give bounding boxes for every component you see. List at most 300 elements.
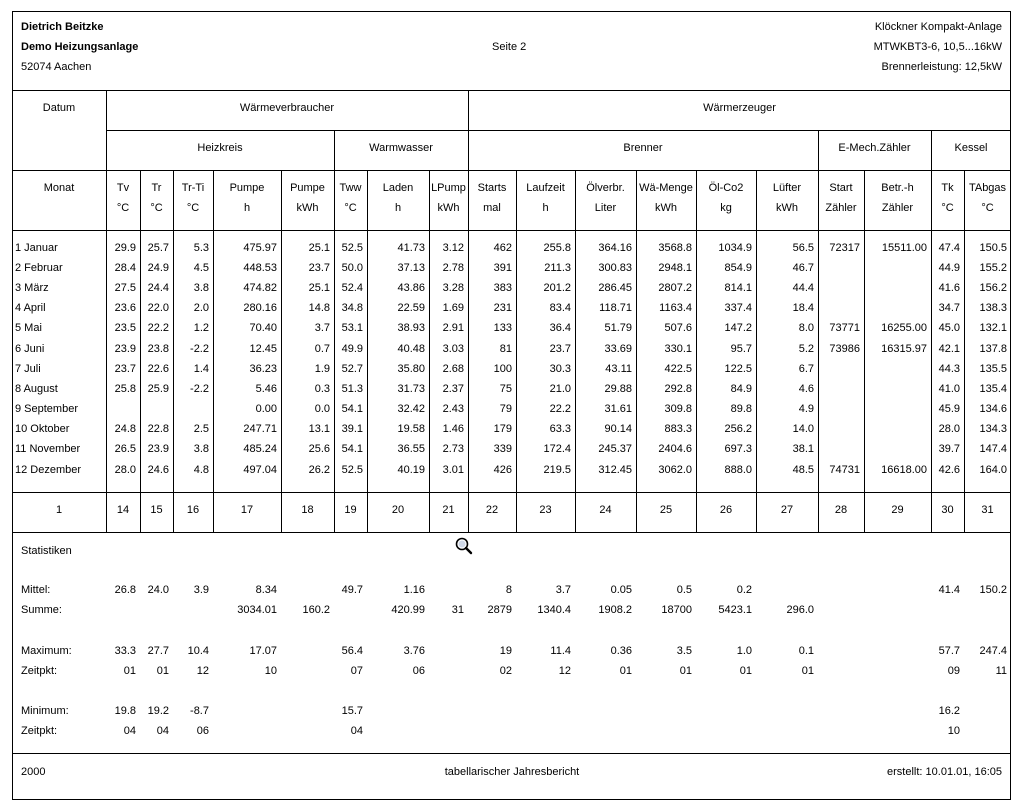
table-rule: [12, 492, 1011, 493]
table-cell: 83.4: [549, 302, 571, 314]
column-number: 30: [941, 504, 954, 516]
statistics-cell: 420.99: [391, 604, 425, 616]
statistics-cell: 41.4: [938, 584, 960, 596]
month-label: 5 Mai: [15, 322, 42, 334]
table-cell: 133: [493, 322, 512, 334]
statistics-cell: 5423.1: [718, 604, 752, 616]
column-header-unit: °C: [186, 202, 200, 214]
table-cell: 36.23: [249, 363, 277, 375]
table-cell: 22.2: [549, 403, 571, 415]
column-header-unit: °C: [981, 202, 994, 214]
column-header-label: Tk: [941, 182, 954, 194]
table-cell: 30.3: [549, 363, 571, 375]
statistics-cell: 17.07: [249, 645, 277, 657]
table-cell: 286.45: [598, 282, 632, 294]
table-cell: 23.8: [147, 343, 169, 355]
column-header-label: Wä-Menge: [639, 182, 693, 194]
column-number: 29: [891, 504, 904, 516]
column-header-label: Lüfter: [772, 182, 802, 194]
table-cell: 0.0: [314, 403, 330, 415]
table-cell: 147.4: [979, 443, 1007, 455]
table-cell: 507.6: [664, 322, 692, 334]
table-cell: 23.9: [147, 443, 169, 455]
column-number: 20: [391, 504, 405, 516]
column-number: 21: [442, 504, 455, 516]
table-cell: 74731: [829, 464, 860, 476]
table-cell: 24.6: [147, 464, 169, 476]
statistics-title: Statistiken: [21, 545, 72, 557]
table-cell: 40.48: [397, 343, 425, 355]
table-cell: 309.8: [664, 403, 692, 415]
table-cell: 54.1: [341, 443, 363, 455]
table-rule: [12, 753, 1011, 754]
statistics-cell: 12: [196, 665, 209, 677]
table-cell: 29.9: [114, 242, 136, 254]
statistics-cell: 01: [739, 665, 752, 677]
statistics-cell: -8.7: [190, 705, 209, 717]
table-cell: 256.2: [724, 423, 752, 435]
table-cell: 497.04: [243, 464, 277, 476]
table-cell: 24.9: [147, 262, 169, 274]
statistics-cell: 8: [505, 584, 512, 596]
column-number: 18: [301, 504, 314, 516]
table-cell: 156.2: [979, 282, 1007, 294]
table-cell: 44.3: [938, 363, 960, 375]
statistics-cell: 19: [499, 645, 512, 657]
statistics-cell: 01: [156, 665, 169, 677]
statistics-cell: 57.7: [938, 645, 960, 657]
statistics-cell: 8.34: [255, 584, 277, 596]
table-cell: 33.69: [604, 343, 632, 355]
column-number: 28: [834, 504, 848, 516]
table-cell: 4.9: [798, 403, 814, 415]
table-cell: 36.4: [549, 322, 571, 334]
table-cell: 255.8: [543, 242, 571, 254]
table-cell: 5.46: [255, 383, 277, 395]
table-cell: 155.2: [979, 262, 1007, 274]
table-cell: 39.7: [938, 443, 960, 455]
column-number: 17: [240, 504, 254, 516]
table-cell: 292.8: [664, 383, 692, 395]
table-cell: 73986: [829, 343, 860, 355]
table-rule: [12, 90, 1011, 91]
table-cell: 3.8: [193, 443, 209, 455]
table-cell: 201.2: [543, 282, 571, 294]
table-cell: 1.69: [442, 302, 464, 314]
table-cell: 23.5: [114, 322, 136, 334]
table-cell: 25.7: [147, 242, 169, 254]
table-cell: 883.3: [664, 423, 692, 435]
header-name: Dietrich Beitzke: [21, 21, 104, 33]
table-cell: 39.1: [341, 423, 363, 435]
table-cell: 25.1: [308, 282, 330, 294]
statistics-cell: 07: [350, 665, 363, 677]
statistics-cell: 247.4: [979, 645, 1007, 657]
table-cell: 211.3: [544, 262, 571, 274]
statistics-cell: 02: [499, 665, 512, 677]
statistics-label: Zeitpkt:: [21, 725, 58, 737]
table-cell: 474.82: [243, 282, 277, 294]
table-cell: 70.40: [249, 322, 277, 334]
table-cell: 21.0: [549, 383, 571, 395]
table-cell: 137.8: [979, 343, 1007, 355]
table-cell: 391: [493, 262, 512, 274]
table-cell: 43.11: [605, 363, 632, 375]
table-cell: 3.01: [442, 464, 464, 476]
brenner-header: Brenner: [623, 142, 663, 154]
footer-created: erstellt: 10.01.01, 16:05: [887, 766, 1002, 778]
statistics-cell: 3.7: [555, 584, 571, 596]
table-cell: 150.5: [979, 242, 1007, 254]
table-cell: 29.88: [604, 383, 632, 395]
statistics-cell: 10: [264, 665, 277, 677]
table-cell: 43.86: [397, 282, 425, 294]
statistics-label: Mittel:: [21, 584, 51, 596]
table-cell: 31.61: [604, 403, 632, 415]
statistics-cell: 01: [619, 665, 632, 677]
column-header-unit: °C: [150, 202, 163, 214]
month-label: 7 Juli: [15, 363, 41, 375]
table-cell: 485.24: [243, 443, 277, 455]
table-cell: 2.0: [193, 302, 209, 314]
statistics-cell: 27.7: [147, 645, 169, 657]
table-cell: 51.3: [341, 383, 363, 395]
column-header-label: Pumpe: [229, 182, 265, 194]
statistics-cell: 01: [679, 665, 692, 677]
table-cell: 1163.4: [659, 302, 692, 314]
table-cell: 22.59: [397, 302, 425, 314]
column-number: 16: [186, 504, 200, 516]
table-cell: 38.93: [397, 322, 425, 334]
table-cell: 25.1: [308, 242, 330, 254]
monat-header: Monat: [43, 182, 75, 194]
table-cell: 147.2: [724, 322, 752, 334]
column-number: 26: [719, 504, 733, 516]
table-cell: 52.4: [341, 282, 363, 294]
column-header-unit: mal: [483, 202, 501, 214]
column-header-unit: °C: [941, 202, 954, 214]
table-cell: 49.9: [341, 343, 363, 355]
statistics-cell: 1340.4: [537, 604, 571, 616]
table-cell: 231: [493, 302, 512, 314]
statistics-cell: 150.2: [979, 584, 1007, 596]
table-cell: 48.5: [792, 464, 814, 476]
statistics-cell: 24.0: [147, 584, 169, 596]
table-cell: 2404.6: [658, 443, 692, 455]
column-number: 15: [150, 504, 163, 516]
statistics-label: Summe:: [21, 604, 62, 616]
statistics-cell: 31: [451, 604, 464, 616]
column-header-unit: °C: [116, 202, 130, 214]
table-cell: 475.97: [243, 242, 277, 254]
column-number: 14: [116, 504, 130, 516]
table-cell: 462: [493, 242, 512, 254]
table-cell: 31.73: [397, 383, 425, 395]
column-header-unit: kWh: [437, 202, 460, 214]
table-cell: 300.83: [598, 262, 632, 274]
table-cell: 1.46: [442, 423, 464, 435]
emech-header: E-Mech.Zähler: [838, 142, 911, 154]
statistics-cell: 11: [995, 665, 1007, 677]
table-cell: 34.8: [341, 302, 363, 314]
monat-column-number: 1: [55, 504, 63, 516]
statistics-cell: 15.7: [341, 705, 363, 717]
footer-year: 2000: [21, 766, 46, 778]
table-cell: 245.37: [598, 443, 632, 455]
column-header-label: Ölverbr.: [586, 182, 625, 194]
month-label: 2 Februar: [15, 262, 63, 274]
table-cell: 72317: [829, 242, 860, 254]
table-cell: 28.4: [114, 262, 136, 274]
statistics-cell: 33.3: [114, 645, 136, 657]
table-cell: 22.2: [147, 322, 169, 334]
table-rule: [12, 230, 1011, 231]
table-cell: 383: [493, 282, 512, 294]
column-number: 27: [780, 504, 794, 516]
statistics-cell: 10.4: [187, 645, 209, 657]
table-cell: 41.73: [397, 242, 425, 254]
column-header-label: Tr: [151, 182, 162, 194]
table-cell: 89.8: [730, 403, 752, 415]
table-cell: 3.8: [193, 282, 209, 294]
table-cell: 84.9: [730, 383, 752, 395]
table-cell: 135.5: [979, 363, 1007, 375]
table-cell: 122.5: [724, 363, 752, 375]
table-cell: 2.37: [442, 383, 464, 395]
table-cell: -2.2: [190, 383, 209, 395]
table-cell: 2.78: [442, 262, 464, 274]
column-header-label: TAbgas: [968, 182, 1007, 194]
statistics-cell: 56.4: [341, 645, 363, 657]
table-cell: 339: [493, 443, 512, 455]
column-number: 22: [485, 504, 499, 516]
table-cell: 4.6: [798, 383, 814, 395]
statistics-cell: 0.5: [676, 584, 692, 596]
page-number: Seite 2: [492, 41, 527, 53]
table-cell: 26.5: [114, 443, 136, 455]
statistics-cell: 1.0: [736, 645, 752, 657]
table-cell: 45.0: [938, 322, 960, 334]
header-model: MTWKBT3-6, 10,5...16kW: [873, 41, 1002, 53]
table-cell: 172.4: [543, 443, 571, 455]
column-header-unit: kWh: [655, 202, 677, 214]
table-cell: 53.1: [341, 322, 363, 334]
column-header-label: Laden: [382, 182, 414, 194]
column-header-unit: h: [243, 202, 251, 214]
statistics-cell: 296.0: [786, 604, 814, 616]
column-header-label: Tv: [116, 182, 130, 194]
kessel-header: Kessel: [954, 142, 988, 154]
table-cell: 22.8: [147, 423, 169, 435]
column-header-unit: kWh: [296, 202, 319, 214]
table-cell: 38.1: [792, 443, 814, 455]
statistics-cell: 11.4: [550, 645, 571, 657]
table-cell: 28.0: [938, 423, 960, 435]
table-cell: 40.19: [397, 464, 425, 476]
table-cell: 23.7: [549, 343, 571, 355]
table-cell: 28.0: [114, 464, 136, 476]
month-label: 10 Oktober: [15, 423, 70, 435]
table-cell: 95.7: [730, 343, 752, 355]
table-cell: 814.1: [724, 282, 752, 294]
table-cell: 13.1: [308, 423, 330, 435]
table-cell: 0.00: [255, 403, 277, 415]
table-cell: 422.5: [664, 363, 692, 375]
table-cell: 3.7: [314, 322, 330, 334]
table-cell: 2.73: [442, 443, 464, 455]
table-cell: 138.3: [979, 302, 1007, 314]
table-cell: 3.28: [442, 282, 464, 294]
table-cell: 16315.97: [881, 343, 927, 355]
table-cell: 132.1: [979, 322, 1007, 334]
table-cell: 134.3: [979, 423, 1007, 435]
column-header-unit: °C: [344, 202, 357, 214]
table-cell: 426: [493, 464, 512, 476]
statistics-label: Zeitpkt:: [21, 665, 58, 677]
table-cell: 41.6: [938, 282, 960, 294]
statistics-cell: 09: [947, 665, 960, 677]
table-cell: 25.6: [308, 443, 330, 455]
table-cell: 135.4: [979, 383, 1007, 395]
table-cell: 46.7: [792, 262, 814, 274]
table-cell: 3568.8: [658, 242, 692, 254]
table-cell: 364.16: [598, 242, 632, 254]
column-header-label: Betr.-h: [881, 182, 914, 194]
waermeerzeuger-header: Wärmerzeuger: [703, 102, 776, 114]
column-header-unit: Zähler: [881, 202, 914, 214]
table-cell: 52.7: [341, 363, 363, 375]
table-cell: 2.91: [442, 322, 464, 334]
table-cell: 75: [499, 383, 512, 395]
statistics-cell: 1908.2: [598, 604, 632, 616]
table-cell: 330.1: [664, 343, 692, 355]
statistics-cell: 160.2: [302, 604, 330, 616]
column-number: 31: [981, 504, 994, 516]
table-cell: 5.3: [193, 242, 209, 254]
table-cell: 22.0: [147, 302, 169, 314]
table-cell: 81: [499, 343, 512, 355]
table-cell: 19.58: [397, 423, 425, 435]
table-cell: 2.68: [442, 363, 464, 375]
column-header-label: Pumpe: [290, 182, 325, 194]
table-cell: 18.4: [792, 302, 814, 314]
table-cell: 280.16: [243, 302, 277, 314]
statistics-cell: 04: [123, 725, 136, 737]
table-cell: 219.5: [543, 464, 571, 476]
table-cell: 118.71: [599, 302, 632, 314]
statistics-cell: 01: [801, 665, 814, 677]
table-cell: 41.0: [938, 383, 960, 395]
statistics-cell: 04: [156, 725, 169, 737]
datum-header: Datum: [42, 102, 76, 114]
statistics-cell: 49.7: [341, 584, 363, 596]
table-cell: 27.5: [114, 282, 136, 294]
table-cell: 47.4: [938, 242, 960, 254]
table-cell: 3062.0: [658, 464, 692, 476]
table-cell: 4.8: [193, 464, 209, 476]
table-cell: 3.12: [442, 242, 464, 254]
column-header-unit: h: [542, 202, 549, 214]
month-label: 4 April: [15, 302, 46, 314]
table-cell: 2948.1: [658, 262, 692, 274]
statistics-cell: 19.2: [147, 705, 169, 717]
statistics-cell: 06: [196, 725, 209, 737]
month-label: 3 März: [15, 282, 49, 294]
month-label: 9 September: [15, 403, 78, 415]
column-header-label: LPump: [431, 182, 466, 194]
column-number: 23: [539, 504, 552, 516]
column-header-label: Starts: [477, 182, 507, 194]
table-cell: 0.3: [314, 383, 330, 395]
column-header-label: Tww: [339, 182, 362, 194]
month-label: 8 August: [15, 383, 58, 395]
column-number: 25: [659, 504, 673, 516]
table-cell: 16618.00: [881, 464, 927, 476]
table-cell: 24.8: [114, 423, 136, 435]
table-cell: 337.4: [724, 302, 752, 314]
table-cell: 312.45: [598, 464, 632, 476]
statistics-cell: 2879: [487, 604, 512, 616]
table-cell: 697.3: [724, 443, 752, 455]
table-cell: 22.6: [147, 363, 169, 375]
month-label: 11 November: [15, 443, 81, 455]
table-cell: 54.1: [341, 403, 363, 415]
table-cell: 2807.2: [658, 282, 692, 294]
table-cell: 23.7: [308, 262, 330, 274]
column-number: 19: [344, 504, 357, 516]
table-cell: 45.9: [938, 403, 960, 415]
statistics-cell: 19.8: [114, 705, 136, 717]
table-cell: 23.9: [114, 343, 136, 355]
statistics-cell: 10: [947, 725, 960, 737]
statistics-cell: 0.36: [610, 645, 632, 657]
table-cell: 888.0: [724, 464, 752, 476]
statistics-cell: 01: [123, 665, 136, 677]
table-cell: 42.1: [938, 343, 960, 355]
statistics-label: Maximum:: [21, 645, 72, 657]
table-cell: 6.7: [798, 363, 814, 375]
table-cell: 24.4: [147, 282, 169, 294]
header-city: 52074 Aachen: [21, 61, 92, 73]
table-cell: 56.5: [792, 242, 814, 254]
table-cell: 448.53: [243, 262, 277, 274]
table-rule: [12, 170, 1011, 171]
statistics-cell: 0.1: [798, 645, 814, 657]
magnifier-icon[interactable]: [454, 536, 474, 556]
table-cell: -2.2: [190, 343, 209, 355]
table-cell: 44.9: [938, 262, 960, 274]
table-cell: 79: [499, 403, 512, 415]
table-cell: 3.03: [442, 343, 464, 355]
table-cell: 8.0: [798, 322, 814, 334]
table-cell: 14.8: [308, 302, 330, 314]
table-cell: 52.5: [341, 464, 363, 476]
table-cell: 44.4: [792, 282, 814, 294]
month-label: 6 Juni: [15, 343, 45, 355]
table-cell: 12.45: [249, 343, 277, 355]
header-power: Brennerleistung: 12,5kW: [881, 61, 1002, 73]
statistics-cell: 12: [558, 665, 571, 677]
table-cell: 25.8: [114, 383, 136, 395]
table-cell: 34.7: [938, 302, 960, 314]
header-plant: Demo Heizungsanlage: [21, 41, 139, 53]
table-cell: 36.55: [397, 443, 425, 455]
month-label: 12 Dezember: [15, 464, 82, 476]
statistics-cell: 1.16: [403, 584, 425, 596]
table-cell: 164.0: [979, 464, 1007, 476]
table-cell: 854.9: [724, 262, 752, 274]
column-header-label: Start: [829, 182, 853, 194]
